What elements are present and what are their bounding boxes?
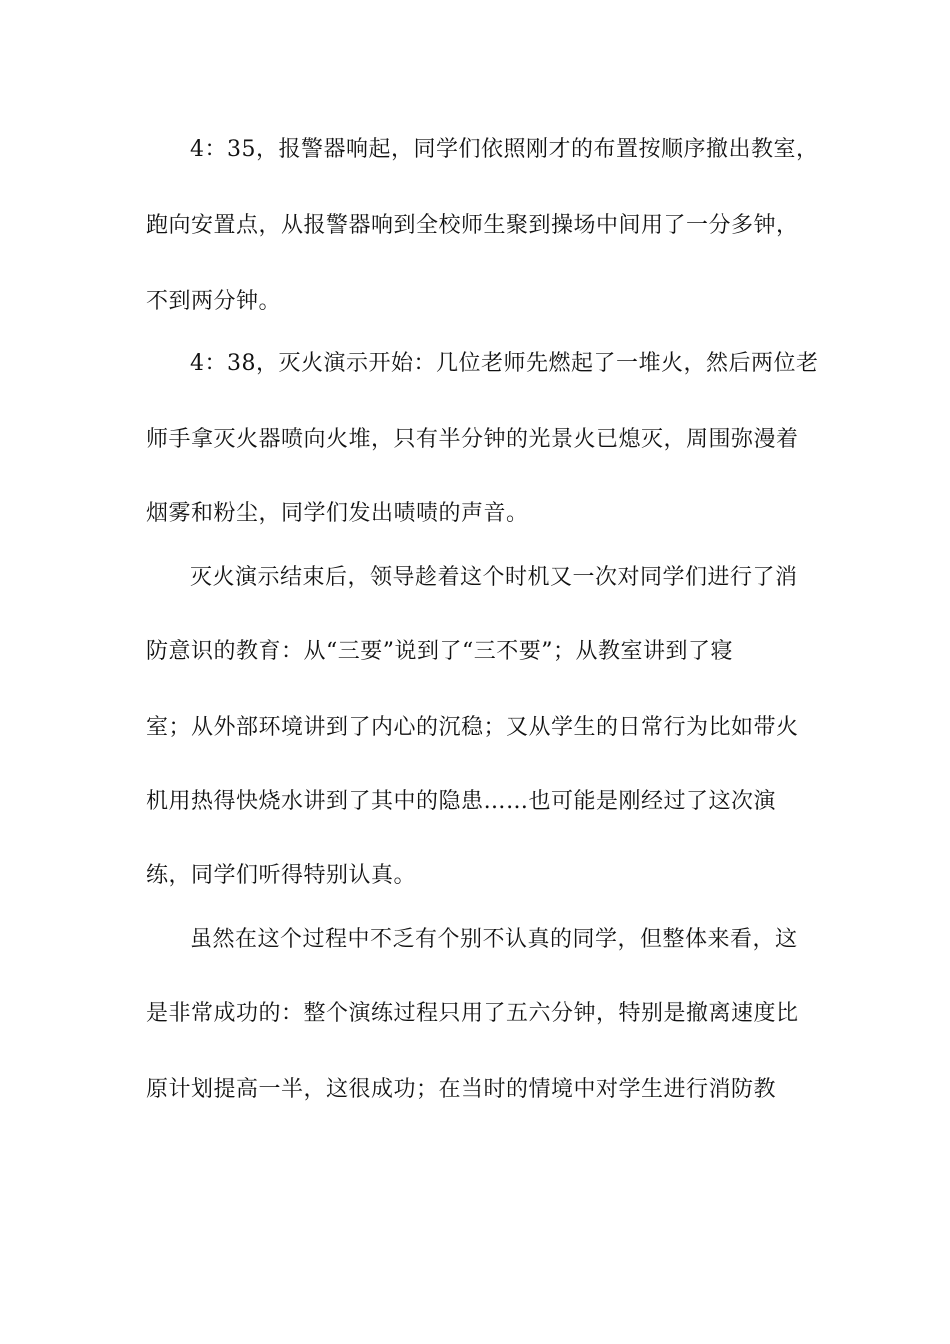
paragraph-3-line-2: 防意识的教育：从“三要”说到了“三不要”；从教室讲到了寝 [146,639,733,664]
paragraph-1-line-1: 4：35，报警器响起，同学们依照刚才的布置按顺序撤出教室， [190,137,819,162]
paragraph-2-line-3: 烟雾和粉尘，同学们发出啧啧的声音。 [146,501,529,526]
paragraph-3-line-5: 练，同学们听得特别认真。 [146,863,417,888]
paragraph-4-line-3: 原计划提高一半，这很成功；在当时的情境中对学生进行消防教 [146,1077,777,1102]
paragraph-1-line-3: 不到两分钟。 [146,289,282,314]
paragraph-3-line-1: 灭火演示结束后，领导趁着这个时机又一次对同学们进行了消 [190,565,798,590]
paragraph-2-line-2: 师手拿灭火器喷向火堆，只有半分钟的光景火已熄灭，周围弥漫着 [146,427,799,452]
paragraph-1-line-2: 跑向安置点，从报警器响到全校师生聚到操场中间用了一分多钟， [146,213,799,238]
paragraph-2-line-1: 4：38，灭火演示开始：几位老师先燃起了一堆火，然后两位老 [190,351,819,376]
paragraph-4-line-1: 虽然在这个过程中不乏有个别不认真的同学，但整体来看，这 [190,927,798,952]
paragraph-3-line-3: 室；从外部环境讲到了内心的沉稳；又从学生的日常行为比如带火 [146,715,799,740]
paragraph-4-line-2: 是非常成功的：整个演练过程只用了五六分钟，特别是撤离速度比 [146,1001,799,1026]
paragraph-3-line-4: 机用热得快烧水讲到了其中的隐患……也可能是刚经过了这次演 [146,789,777,814]
